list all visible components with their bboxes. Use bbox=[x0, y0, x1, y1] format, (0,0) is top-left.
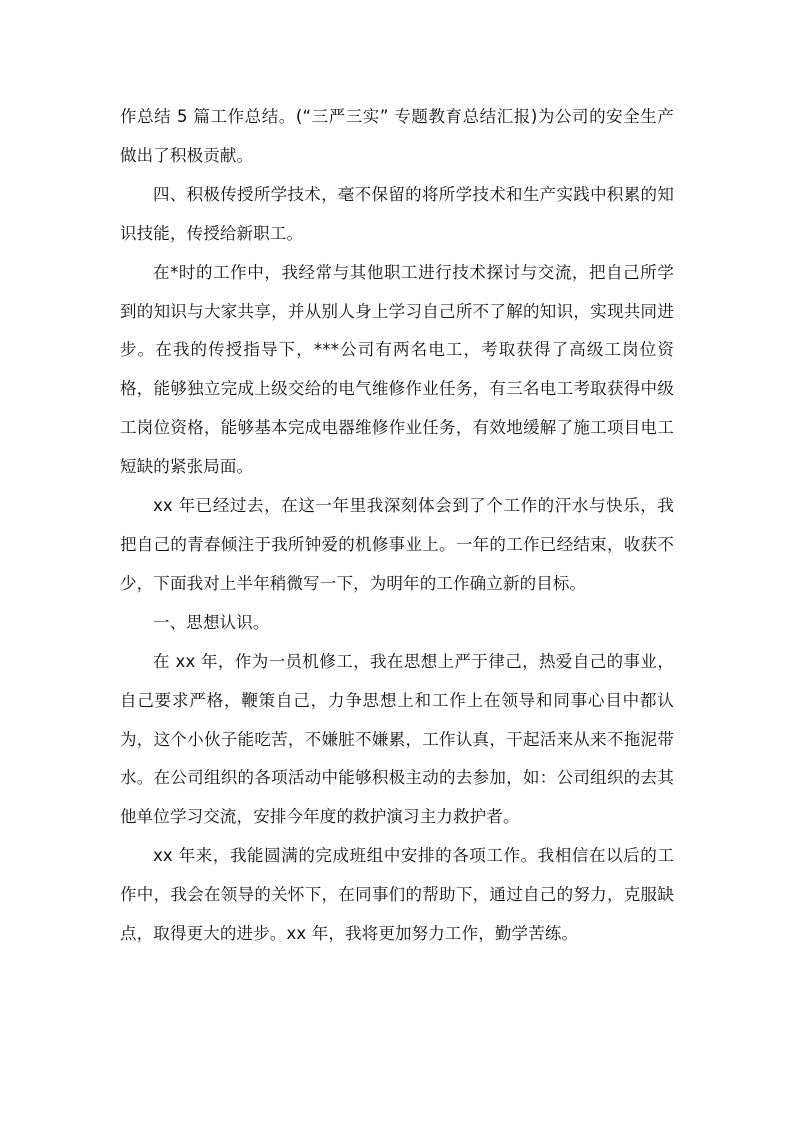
paragraph-1: 作总结 5 篇工作总结。(“三严三实” 专题教育总结汇报)为公司的安全生产做出了积极贡献。 bbox=[120, 107, 674, 165]
paragraph-7: xx 年来，我能圆满的完成班组中安排的各项工作。我相信在以后的工作中，我会在领导的关怀下，在同事们的帮助下，通过自己的努力，克服缺点，取得更大的进步。xx 年，我将更加努力工作，勤学苦练。 bbox=[120, 846, 674, 944]
paragraph-3: 在*时的工作中，我经常与其他职工进行技术探讨与交流，把自己所学到的知识与大家共享，并从别人身上学习自己所不了解的知识，实现共同进步。在我的传授指导下，***公司有两名电工，考取获得了高级工岗位资格，能够独立完成上级交给的电气维修作业任务，有三名电工考取获得中级工岗位资格，能够基本完成电器维修作业任务，有效地缓解了施工项目电工短缺的紧张局面。 bbox=[120, 262, 674, 477]
paragraph-6: 在 xx 年，作为一员机修工，我在思想上严于律己，热爱自己的事业，自己要求严格，鞭策自己，力争思想上和工作上在领导和同事心目中都认为，这个小伙子能吃苦，不嫌脏不嫌累，工作认真，干起活来从来不拖泥带水。在公司组织的各项活动中能够积极主动的去参加，如：公司组织的去其他单位学习交流，安排今年度的救护演习主力救护者。 bbox=[120, 651, 674, 827]
document-body bbox=[120, 98, 674, 954]
paragraph-4: xx 年已经过去，在这一年里我深刻体会到了个工作的汗水与快乐，我把自己的青春倾注于我所钟爱的机修事业上。一年的工作已经结束，收获不少，下面我对上半年稍微写一下，为明年的工作确立新的目标。 bbox=[120, 496, 674, 593]
paragraph-2: 四、积极传授所学技术，毫不保留的将所学技术和生产实践中积累的知识技能，传授给新职工。 bbox=[120, 184, 674, 243]
section-heading-thought: 一、思想认识。 bbox=[153, 612, 270, 632]
